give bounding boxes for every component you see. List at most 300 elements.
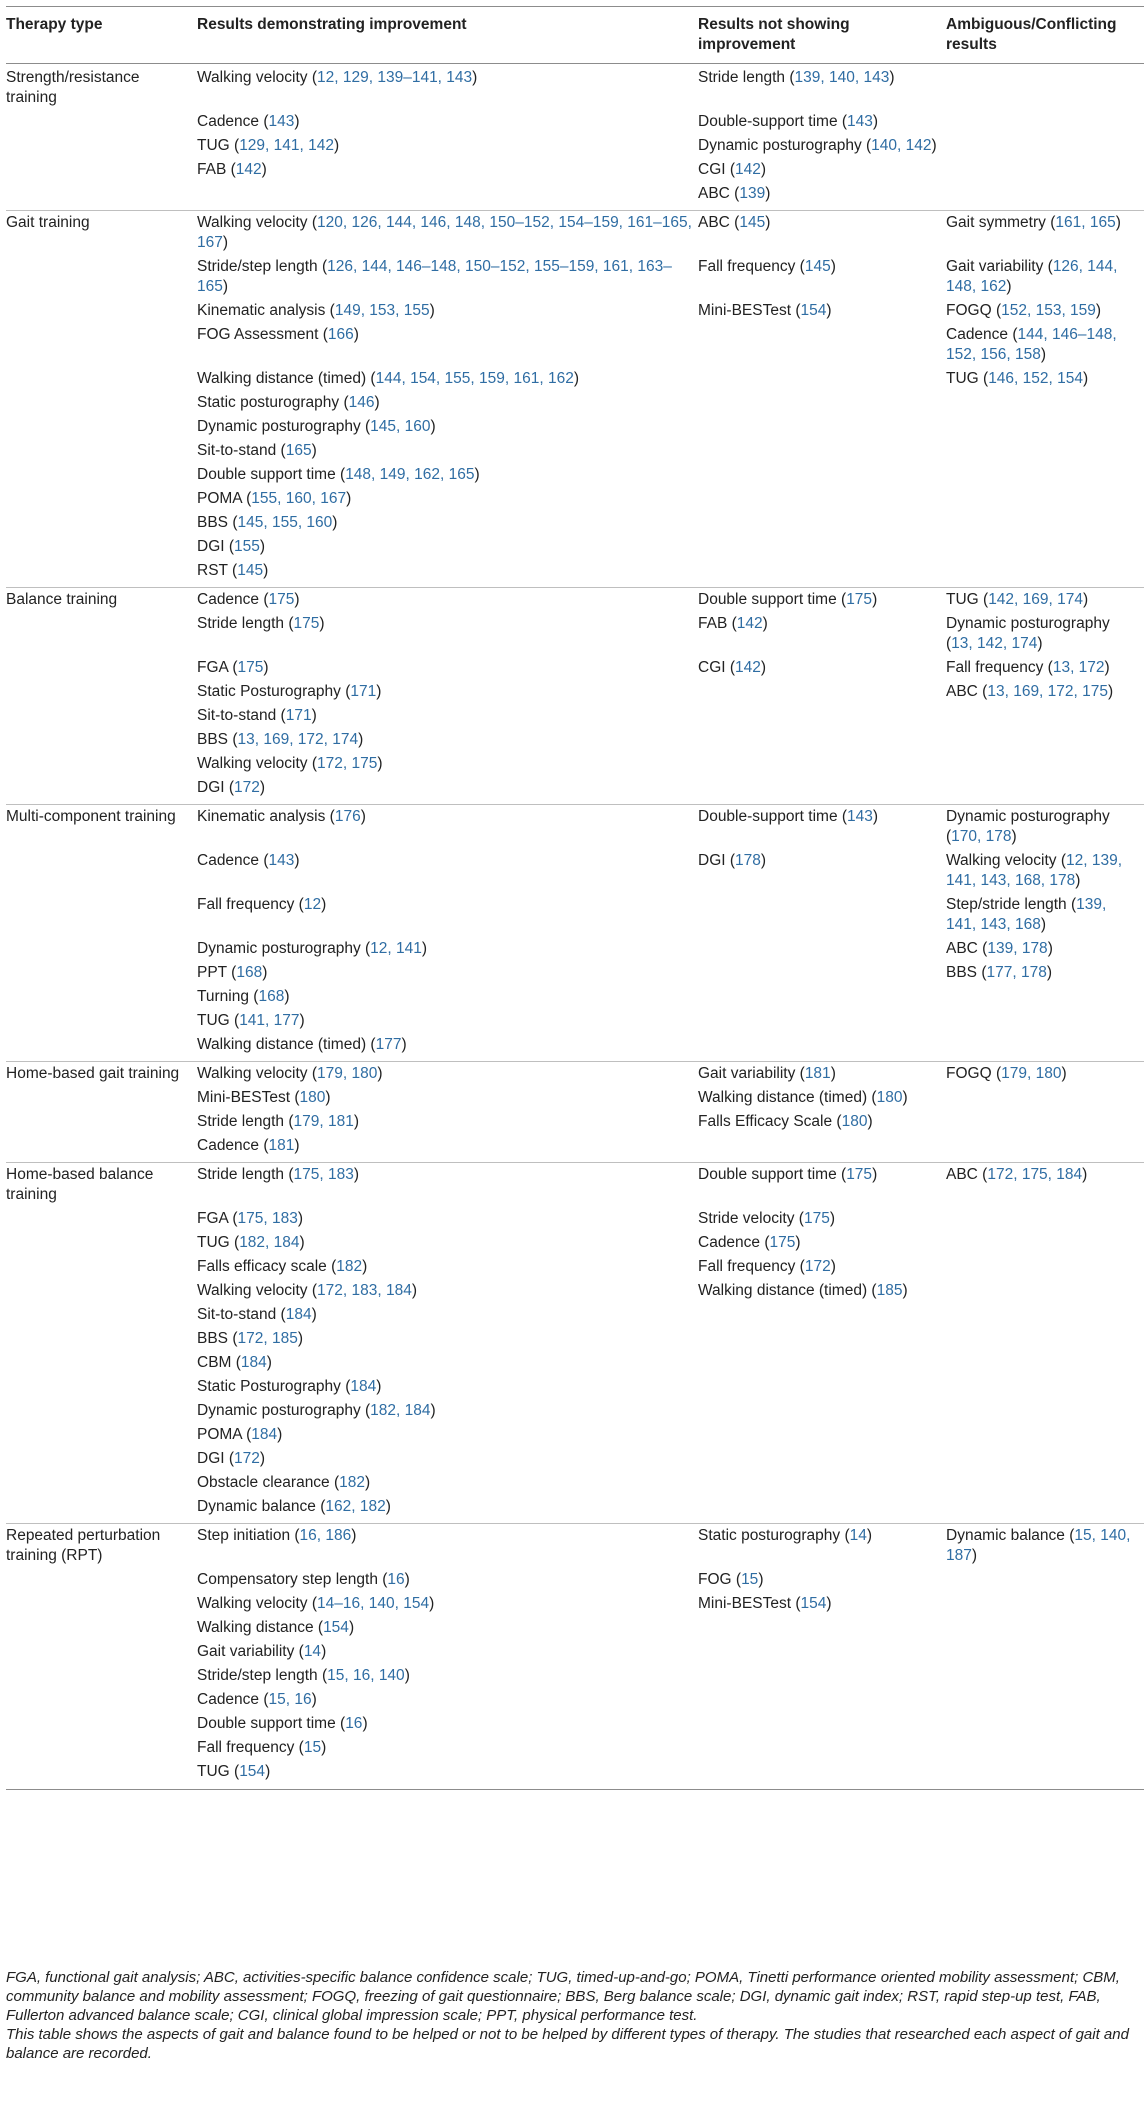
table-row — [6, 1086, 1144, 1110]
measure-label: Stride length ( — [197, 615, 294, 632]
therapy-type-cell: Home-based balance training — [6, 1163, 197, 1208]
no-improvement-cell — [698, 1760, 946, 1790]
ambiguous-cell — [946, 559, 1144, 588]
reference-numbers: 145, 160 — [370, 418, 431, 435]
no-improvement-cell — [698, 849, 946, 893]
table-row — [6, 849, 1144, 893]
closing-paren: ) — [1040, 346, 1046, 363]
therapy-type-cell — [6, 1664, 197, 1688]
improvement-cell — [197, 134, 698, 158]
therapy-type-cell — [6, 1447, 197, 1471]
no-improvement-cell — [698, 893, 946, 937]
no-improvement-cell — [698, 1524, 946, 1569]
reference-numbers: 143 — [268, 113, 295, 130]
closing-paren: ) — [385, 1498, 391, 1515]
reference-numbers: 154 — [800, 1595, 827, 1612]
therapy-type-cell — [6, 1423, 197, 1447]
table-row — [6, 1524, 1144, 1569]
no-improvement-cell — [698, 1110, 946, 1134]
improvement-cell — [197, 752, 698, 776]
ambiguous-cell — [946, 849, 1144, 893]
therapy-type-cell — [6, 415, 197, 439]
closing-paren: ) — [474, 466, 480, 483]
table-row — [6, 511, 1144, 535]
measure-label: ABC ( — [946, 1166, 988, 1183]
closing-paren: ) — [1104, 659, 1110, 676]
measure-label: Stride length ( — [197, 1166, 294, 1183]
measure-label: FGA ( — [197, 1210, 238, 1227]
therapy-type-cell — [6, 1207, 197, 1231]
closing-paren: ) — [830, 1065, 836, 1082]
improvement-cell — [197, 1447, 698, 1471]
no-improvement-cell — [698, 805, 946, 850]
measure-label: Stride velocity ( — [698, 1210, 804, 1227]
reference-numbers: 179, 181 — [293, 1113, 354, 1130]
no-improvement-cell — [698, 612, 946, 656]
no-improvement-cell — [698, 1279, 946, 1303]
therapy-type-cell — [6, 1279, 197, 1303]
ambiguous-cell — [946, 1033, 1144, 1062]
measure-label: DGI ( — [698, 852, 736, 869]
measure-label: Stride/step length ( — [197, 258, 328, 275]
reference-numbers: 140, 142 — [871, 137, 932, 154]
no-improvement-cell — [698, 1207, 946, 1231]
no-improvement-cell — [698, 656, 946, 680]
improvement-cell — [197, 1664, 698, 1688]
table-row — [6, 299, 1144, 323]
closing-paren: ) — [259, 779, 266, 796]
reference-numbers: 180 — [841, 1113, 868, 1130]
no-improvement-cell — [698, 182, 946, 211]
measure-label: FAB ( — [698, 615, 737, 632]
improvement-cell — [197, 1760, 698, 1790]
improvement-cell — [197, 158, 698, 182]
ambiguous-cell — [946, 893, 1144, 937]
table-row — [6, 1399, 1144, 1423]
no-improvement-cell — [698, 299, 946, 323]
measure-label: Static Posturography ( — [197, 683, 351, 700]
table-row — [6, 937, 1144, 961]
reference-numbers: 171 — [285, 707, 312, 724]
closing-paren: ) — [830, 258, 836, 275]
closing-paren: ) — [1006, 278, 1012, 295]
reference-numbers: 172 — [804, 1258, 831, 1275]
therapy-type-cell — [6, 1568, 197, 1592]
measure-label: Dynamic posturography ( — [197, 940, 371, 957]
therapy-type-cell — [6, 1760, 197, 1790]
closing-paren: ) — [404, 1571, 410, 1588]
table-row — [6, 110, 1144, 134]
closing-paren: ) — [222, 234, 229, 251]
improvement-cell — [197, 961, 698, 985]
no-improvement-cell — [698, 64, 946, 111]
reference-numbers: 182 — [336, 1258, 363, 1275]
improvement-cell — [197, 1303, 698, 1327]
therapy-type-cell — [6, 1255, 197, 1279]
measure-label: Cadence ( — [698, 1234, 770, 1251]
therapy-type-cell — [6, 776, 197, 805]
reference-numbers: 171 — [350, 683, 377, 700]
no-improvement-cell — [698, 1033, 946, 1062]
ambiguous-cell — [946, 182, 1144, 211]
measure-label: FOG Assessment ( — [197, 326, 328, 343]
reference-numbers: 16, 186 — [299, 1527, 352, 1544]
closing-paren: ) — [346, 490, 352, 507]
ambiguous-cell — [946, 728, 1144, 752]
therapy-type-cell — [6, 1351, 197, 1375]
closing-paren: ) — [263, 659, 269, 676]
closing-paren: ) — [429, 1595, 435, 1612]
reference-numbers: 179, 180 — [317, 1065, 378, 1082]
measure-label: Dynamic balance ( — [946, 1527, 1075, 1544]
table-row — [6, 1495, 1144, 1524]
improvement-cell — [197, 559, 698, 588]
no-improvement-cell — [698, 961, 946, 985]
reference-numbers: 14 — [849, 1527, 867, 1544]
reference-numbers: 184 — [350, 1378, 377, 1395]
closing-paren: ) — [262, 964, 268, 981]
improvement-cell — [197, 1495, 698, 1524]
reference-numbers: 176 — [334, 808, 361, 825]
improvement-cell — [197, 1062, 698, 1087]
ambiguous-cell — [946, 961, 1144, 985]
ambiguous-cell — [946, 1110, 1144, 1134]
closing-paren: ) — [362, 1715, 368, 1732]
closing-paren: ) — [332, 514, 338, 531]
improvement-cell — [197, 1207, 698, 1231]
measure-label: Fall frequency ( — [197, 896, 304, 913]
reference-numbers: 172, 183, 184 — [317, 1282, 412, 1299]
table-row — [6, 1255, 1144, 1279]
improvement-cell — [197, 1423, 698, 1447]
measure-label: BBS ( — [197, 514, 238, 531]
ambiguous-cell — [946, 1471, 1144, 1495]
reference-numbers: 139, 140, 143 — [794, 69, 890, 86]
ambiguous-cell — [946, 1351, 1144, 1375]
therapy-type-cell — [6, 680, 197, 704]
reference-numbers: 142 — [735, 161, 761, 178]
closing-paren: ) — [421, 940, 428, 957]
closing-paren: ) — [351, 1527, 357, 1544]
measure-label: POMA ( — [197, 490, 252, 507]
measure-label: Sit-to-stand ( — [197, 442, 286, 459]
therapy-type-cell — [6, 937, 197, 961]
no-improvement-cell — [698, 439, 946, 463]
therapy-type-cell: Strength/resistance training — [6, 69, 140, 106]
closing-paren: ) — [411, 1282, 417, 1299]
table-row — [6, 1009, 1144, 1033]
closing-paren: ) — [1061, 1065, 1067, 1082]
ambiguous-cell — [946, 1712, 1144, 1736]
ambiguous-cell — [946, 1664, 1144, 1688]
ambiguous-cell — [946, 1163, 1144, 1208]
reference-numbers: 15, 16, 140 — [327, 1667, 405, 1684]
table-row — [6, 1033, 1144, 1062]
reference-numbers: 172, 185 — [237, 1330, 298, 1347]
reference-numbers: 175, 183 — [293, 1166, 354, 1183]
reference-numbers: 129, 141, 142 — [239, 137, 334, 154]
measure-label: Dynamic posturography ( — [197, 1402, 371, 1419]
improvement-cell — [197, 487, 698, 511]
closing-paren: ) — [872, 591, 878, 608]
measure-label: Walking distance (timed) ( — [698, 1089, 877, 1106]
measure-label: TUG ( — [197, 1012, 240, 1029]
ambiguous-cell — [946, 1616, 1144, 1640]
table-row — [6, 1664, 1144, 1688]
reference-numbers: 15, 16 — [268, 1691, 312, 1708]
therapy-type-cell — [6, 1712, 197, 1736]
therapy-results-table — [6, 6, 1144, 1790]
measure-label: Gait variability ( — [698, 1065, 805, 1082]
improvement-cell — [197, 1524, 698, 1569]
improvement-cell — [197, 1375, 698, 1399]
closing-paren: ) — [1075, 872, 1081, 889]
measure-label: Sit-to-stand ( — [197, 1306, 286, 1323]
no-improvement-cell — [698, 367, 946, 391]
improvement-cell — [197, 1616, 698, 1640]
measure-label: Dynamic posturography ( — [946, 808, 1110, 845]
reference-numbers: 184 — [285, 1306, 312, 1323]
reference-numbers: 144, 154, 155, 159, 161, 162 — [375, 370, 574, 387]
ambiguous-cell — [946, 1009, 1144, 1033]
closing-paren: ) — [311, 442, 317, 459]
ambiguous-cell — [946, 1375, 1144, 1399]
closing-paren: ) — [294, 591, 300, 608]
measure-label: TUG ( — [946, 591, 989, 608]
no-improvement-cell — [698, 1255, 946, 1279]
ambiguous-cell — [946, 211, 1144, 256]
table-row — [6, 1134, 1144, 1163]
improvement-cell — [197, 110, 698, 134]
therapy-type-cell — [6, 1592, 197, 1616]
therapy-type-cell — [6, 535, 197, 559]
measure-label: CGI ( — [698, 659, 736, 676]
closing-paren: ) — [758, 1571, 764, 1588]
closing-paren: ) — [1083, 370, 1089, 387]
closing-paren: ) — [297, 1330, 303, 1347]
reference-numbers: 15, 140, 187 — [946, 1527, 1131, 1564]
closing-paren: ) — [360, 808, 366, 825]
no-improvement-cell — [698, 559, 946, 588]
reference-numbers: 146, 152, 154 — [988, 370, 1083, 387]
therapy-type-cell — [6, 182, 197, 211]
improvement-cell — [197, 415, 698, 439]
measure-label: Double support time ( — [197, 466, 346, 483]
reference-numbers: 142, 169, 174 — [988, 591, 1083, 608]
therapy-type-cell — [6, 1033, 197, 1062]
therapy-type-cell — [6, 1616, 197, 1640]
closing-paren: ) — [866, 1527, 873, 1544]
ambiguous-cell — [946, 64, 1144, 111]
reference-numbers: 175 — [237, 659, 264, 676]
reference-numbers: 14 — [303, 1643, 322, 1660]
improvement-cell — [197, 1712, 698, 1736]
reference-numbers: 175, 183 — [237, 1210, 298, 1227]
closing-paren: ) — [872, 808, 879, 825]
ambiguous-cell — [946, 158, 1144, 182]
no-improvement-cell — [698, 1592, 946, 1616]
no-improvement-cell — [698, 728, 946, 752]
measure-label: Falls Efficacy Scale ( — [698, 1113, 842, 1130]
measure-label: Walking velocity ( — [197, 755, 318, 772]
reference-numbers: 126, 144, 146–148, 150–152, 155–159, 161, 163–165 — [197, 258, 672, 295]
reference-numbers: 154 — [323, 1619, 349, 1636]
measure-label: DGI ( — [197, 1450, 235, 1467]
closing-paren: ) — [1040, 916, 1046, 933]
therapy-type-cell — [6, 463, 197, 487]
reference-numbers: 16 — [345, 1715, 363, 1732]
ambiguous-cell — [946, 1303, 1144, 1327]
ambiguous-cell — [946, 937, 1144, 961]
closing-paren: ) — [1037, 635, 1043, 652]
ambiguous-cell — [946, 439, 1144, 463]
closing-paren: ) — [826, 302, 832, 319]
measure-label: Static posturography ( — [197, 394, 349, 411]
measure-label: CBM ( — [197, 1354, 241, 1371]
reference-numbers: 145, 155, 160 — [237, 514, 333, 531]
reference-numbers: 145 — [804, 258, 831, 275]
measure-label: ABC ( — [698, 185, 740, 202]
measure-label: FOGQ ( — [946, 302, 1002, 319]
reference-numbers: 144, 146–148, 152, 156, 158 — [946, 326, 1117, 363]
improvement-cell — [197, 1134, 698, 1163]
table-row — [6, 158, 1144, 182]
no-improvement-cell — [698, 535, 946, 559]
reference-numbers: 13, 172 — [1052, 659, 1105, 676]
footnote-note: This table shows the aspects of gait and balance found to be helped or not to be helped by different types of therapy. The studies that researched each aspect of gait and balance are recorded. — [6, 2026, 1129, 2062]
table-row — [6, 1423, 1144, 1447]
table-row — [6, 588, 1144, 613]
reference-numbers: 179, 180 — [1001, 1065, 1062, 1082]
closing-paren: ) — [1011, 828, 1017, 845]
measure-label: Double-support time ( — [698, 113, 848, 130]
reference-numbers: 14–16, 140, 154 — [317, 1595, 430, 1612]
reference-numbers: 16 — [387, 1571, 405, 1588]
measure-label: TUG ( — [197, 1234, 240, 1251]
measure-label: Walking velocity ( — [946, 852, 1067, 869]
table-body — [6, 64, 1144, 1790]
ambiguous-cell — [946, 1640, 1144, 1664]
measure-label: Fall frequency ( — [698, 258, 805, 275]
ambiguous-cell — [946, 110, 1144, 134]
measure-label: Obstacle clearance ( — [197, 1474, 340, 1491]
therapy-type-cell — [6, 1736, 197, 1760]
improvement-cell — [197, 323, 698, 367]
closing-paren: ) — [325, 1089, 331, 1106]
therapy-type-cell — [6, 367, 197, 391]
closing-paren: ) — [762, 615, 768, 632]
measure-label: Dynamic posturography ( — [197, 418, 371, 435]
reference-numbers: 172, 175 — [317, 755, 378, 772]
measure-label: Walking velocity ( — [197, 1282, 318, 1299]
improvement-cell — [197, 1327, 698, 1351]
therapy-type-cell — [6, 1688, 197, 1712]
therapy-type-cell — [6, 849, 197, 893]
closing-paren: ) — [760, 852, 767, 869]
measure-label: ABC ( — [698, 214, 740, 231]
table-row — [6, 728, 1144, 752]
reference-numbers: 175 — [769, 1234, 796, 1251]
table-row — [6, 1447, 1144, 1471]
closing-paren: ) — [222, 278, 229, 295]
header-therapy-type: Therapy type — [6, 7, 197, 64]
closing-paren: ) — [1047, 940, 1053, 957]
ambiguous-cell — [946, 1760, 1144, 1790]
therapy-type-cell — [6, 299, 197, 323]
therapy-type-cell — [6, 656, 197, 680]
measure-label: Mini-BESTest ( — [698, 302, 801, 319]
ambiguous-cell — [946, 1399, 1144, 1423]
therapy-type-cell — [6, 1134, 197, 1163]
closing-paren: ) — [365, 1474, 371, 1491]
measure-label: TUG ( — [946, 370, 989, 387]
therapy-type-cell — [6, 158, 197, 182]
table-row — [6, 1471, 1144, 1495]
measure-label: Compensatory step length ( — [197, 1571, 388, 1588]
measure-label: Walking distance (timed) ( — [197, 1036, 376, 1053]
closing-paren: ) — [1095, 302, 1102, 319]
table-row — [6, 1231, 1144, 1255]
improvement-cell — [197, 1033, 698, 1062]
therapy-type-cell — [6, 612, 197, 656]
improvement-cell — [197, 612, 698, 656]
reference-numbers: 184 — [240, 1354, 267, 1371]
reference-numbers: 142 — [235, 161, 262, 178]
reference-numbers: 155 — [234, 538, 260, 555]
ambiguous-cell — [946, 1736, 1144, 1760]
reference-numbers: 161, 165 — [1055, 214, 1116, 231]
table-row — [6, 985, 1144, 1009]
table-row — [6, 1712, 1144, 1736]
reference-numbers: 143 — [268, 852, 295, 869]
no-improvement-cell — [698, 110, 946, 134]
measure-label: Turning ( — [197, 988, 259, 1005]
no-improvement-cell — [698, 776, 946, 805]
measure-label: Double support time ( — [698, 591, 847, 608]
reference-numbers: 182 — [339, 1474, 366, 1491]
therapy-type-cell — [6, 961, 197, 985]
no-improvement-cell — [698, 1616, 946, 1640]
reference-numbers: 172 — [234, 1450, 260, 1467]
therapy-type-cell — [6, 1471, 197, 1495]
therapy-type-cell — [6, 704, 197, 728]
no-improvement-cell — [698, 1568, 946, 1592]
no-improvement-cell — [698, 1423, 946, 1447]
footnote-abbreviations: FGA, functional gait analysis; ABC, activities-specific balance confidence scale; TUG, timed-up-and-go; POMA, Tinetti performance oriented mobility assessment; CBM, community balance and mobility assessment; FOGQ, freezing of gait questionnaire; BBS, Berg balance scale; DGI, dynamic gait index; RST, rapid step-up test, FAB, Fullerton advanced balance scale; CGI, clinical global impression scale; PPT, physical performance test. — [6, 1969, 1120, 2024]
improvement-cell — [197, 893, 698, 937]
measure-label: Gait variability ( — [197, 1643, 304, 1660]
table-row — [6, 1592, 1144, 1616]
table-header-row — [6, 7, 1144, 64]
reference-numbers: 181 — [804, 1065, 831, 1082]
improvement-cell — [197, 588, 698, 613]
reference-numbers: 139, 141, 143, 168 — [946, 896, 1107, 933]
reference-numbers: 12, 141 — [370, 940, 422, 957]
measure-label: Gait symmetry ( — [946, 214, 1056, 231]
reference-numbers: 145 — [237, 562, 264, 579]
table-row — [6, 752, 1144, 776]
measure-label: Kinematic analysis ( — [197, 302, 335, 319]
improvement-cell — [197, 849, 698, 893]
ambiguous-cell — [946, 1062, 1144, 1087]
measure-label: BBS ( — [946, 964, 987, 981]
improvement-cell — [197, 1640, 698, 1664]
closing-paren: ) — [472, 69, 478, 86]
no-improvement-cell — [698, 1303, 946, 1327]
closing-paren: ) — [760, 161, 767, 178]
closing-paren: ) — [353, 1113, 360, 1130]
closing-paren: ) — [277, 1426, 283, 1443]
